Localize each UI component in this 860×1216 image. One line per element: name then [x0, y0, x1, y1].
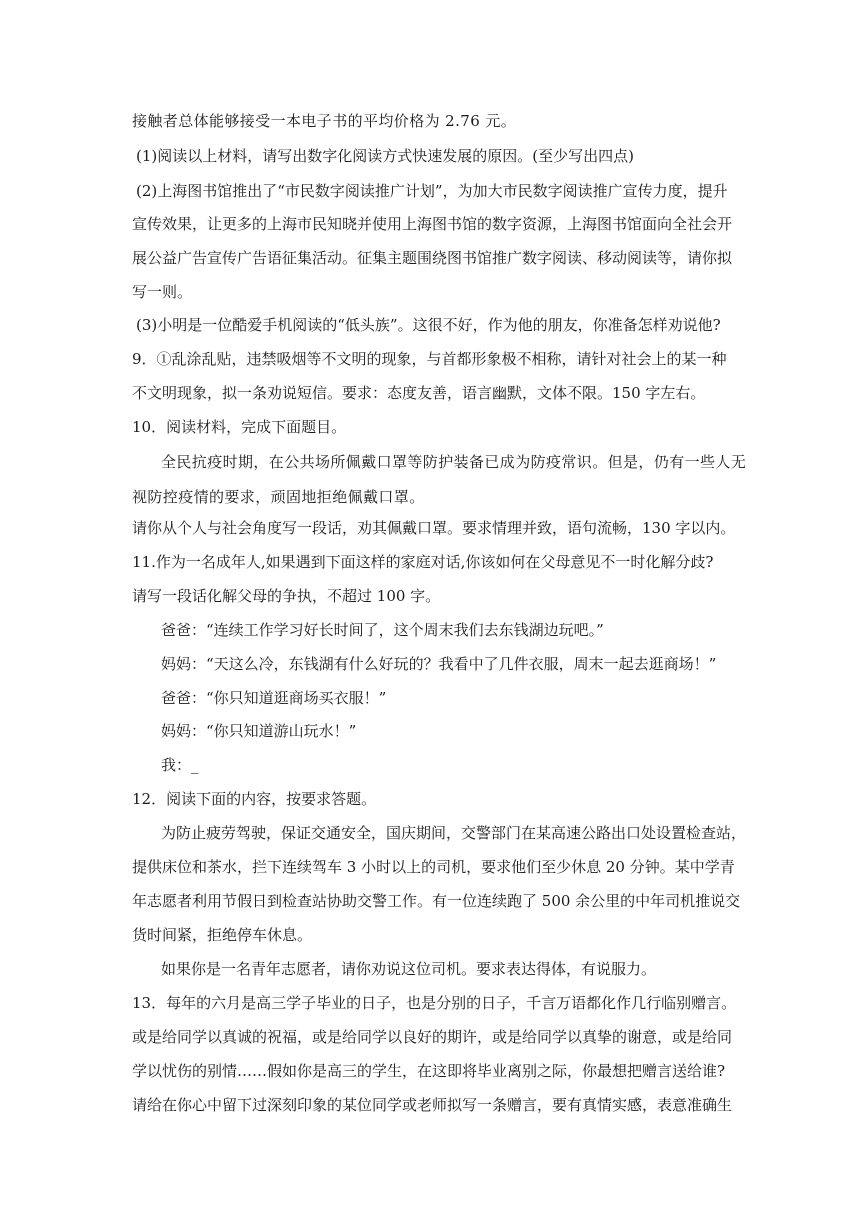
- reading-material: 全民抗疫时期，在公共场所佩戴口罩等防护装备已成为防疫常识。但是，仍有一些人无: [161, 453, 747, 471]
- text-line: 展公益广告宣传广告语征集活动。征集主题围绕图书馆推广数字阅读、移动阅读等，请你拟: [132, 249, 733, 267]
- dialogue-line: 妈妈：“你只知道游山玩水！”: [161, 722, 357, 740]
- text-line: 如果你是一名青年志愿者，请你劝说这位司机。要求表达得体，有说服力。: [161, 960, 657, 978]
- question-10: 10．阅读材料，完成下面题目。: [132, 418, 347, 436]
- dialogue-line: 我：_: [161, 756, 199, 774]
- text-line: 宣传效果，让更多的上海市民知晓并使用上海图书馆的数字资源，上海图书馆面向全社会开: [132, 215, 733, 233]
- question-12: 12．阅读下面的内容，按要求答题。: [132, 790, 377, 808]
- text-line: 接触者总体能够接受一本电子书的平均价格为 2.76 元。: [132, 112, 517, 130]
- dialogue-line: 爸爸：“你只知道逛商场买衣服！”: [161, 689, 387, 707]
- text-line: 请写一段话化解父母的争执，不超过 100 字。: [132, 587, 441, 605]
- question-8-part-2: (2)上海图书馆推出了“市民数字阅读推广计划”，为加大市民数字阅读推广宣传力度，提升: [136, 182, 728, 200]
- question-11: 11.作为一名成年人,如果遇到下面这样的家庭对话,你该如何在父母意见不一时化解分歧?: [132, 553, 714, 571]
- text-line: 不文明现象，拟一条劝说短信。要求：态度友善，语言幽默，文体不限。150 字左右。: [132, 384, 706, 402]
- text-line: 请你从个人与社会角度写一段话，劝其佩戴口罩。要求情理并致，语句流畅，130 字以内。: [132, 519, 736, 537]
- text-line: 为防止疲劳驾驶，保证交通安全，国庆期间，交警部门在某高速公路出口处设置检查站，: [161, 824, 747, 842]
- dialogue-line: 妈妈：“天这么冷，东钱湖有什么好玩的？我看中了几件衣服，周末一起去逛商场！”: [161, 655, 717, 673]
- text-line: 请给在你心中留下过深刻印象的某位同学或老师拟写一条赠言，要有真情实感，表意准确生: [132, 1096, 733, 1114]
- text-line: 学以忧伤的别情……假如你是高三的学生，在这即将毕业离别之际，你最想把赠言送给谁?: [132, 1062, 726, 1080]
- text-line: 货时间紧，拒绝停车休息。: [132, 926, 313, 944]
- reading-material: 视防控疫情的要求，顽固地拒绝佩戴口罩。: [132, 488, 425, 506]
- question-9: 9．①乱涂乱贴，违禁吸烟等不文明的现象，与首都形象极不相称，请针对社会上的某一种: [132, 350, 727, 368]
- question-13: 13．每年的六月是高三学子毕业的日子，也是分别的日子，千言万语都化作几行临别赠言。: [132, 994, 737, 1012]
- dialogue-line: 爸爸：“连续工作学习好长时间了，这个周末我们去东钱湖边玩吧。”: [161, 621, 604, 639]
- text-line: 写一则。: [132, 283, 193, 301]
- question-8-part-3: (3)小明是一位酷爱手机阅读的“低头族”。这很不好，作为他的朋友，你准备怎样劝说他?: [136, 316, 721, 334]
- text-line: 提供床位和茶水，拦下连续驾车 3 小时以上的司机，要求他们至少休息 20 分钟。某中学青: [132, 858, 735, 876]
- text-line: 年志愿者利用节假日到检查站协助交警工作。有一位连续跑了 500 余公里的中年司机推说交: [132, 892, 741, 910]
- question-8-part-1: (1)阅读以上材料，请写出数字化阅读方式快速发展的原因。(至少写出四点): [136, 147, 634, 165]
- text-line: 或是给同学以真诚的祝福，或是给同学以良好的期许，或是给同学以真挚的谢意，或是给同: [132, 1028, 733, 1046]
